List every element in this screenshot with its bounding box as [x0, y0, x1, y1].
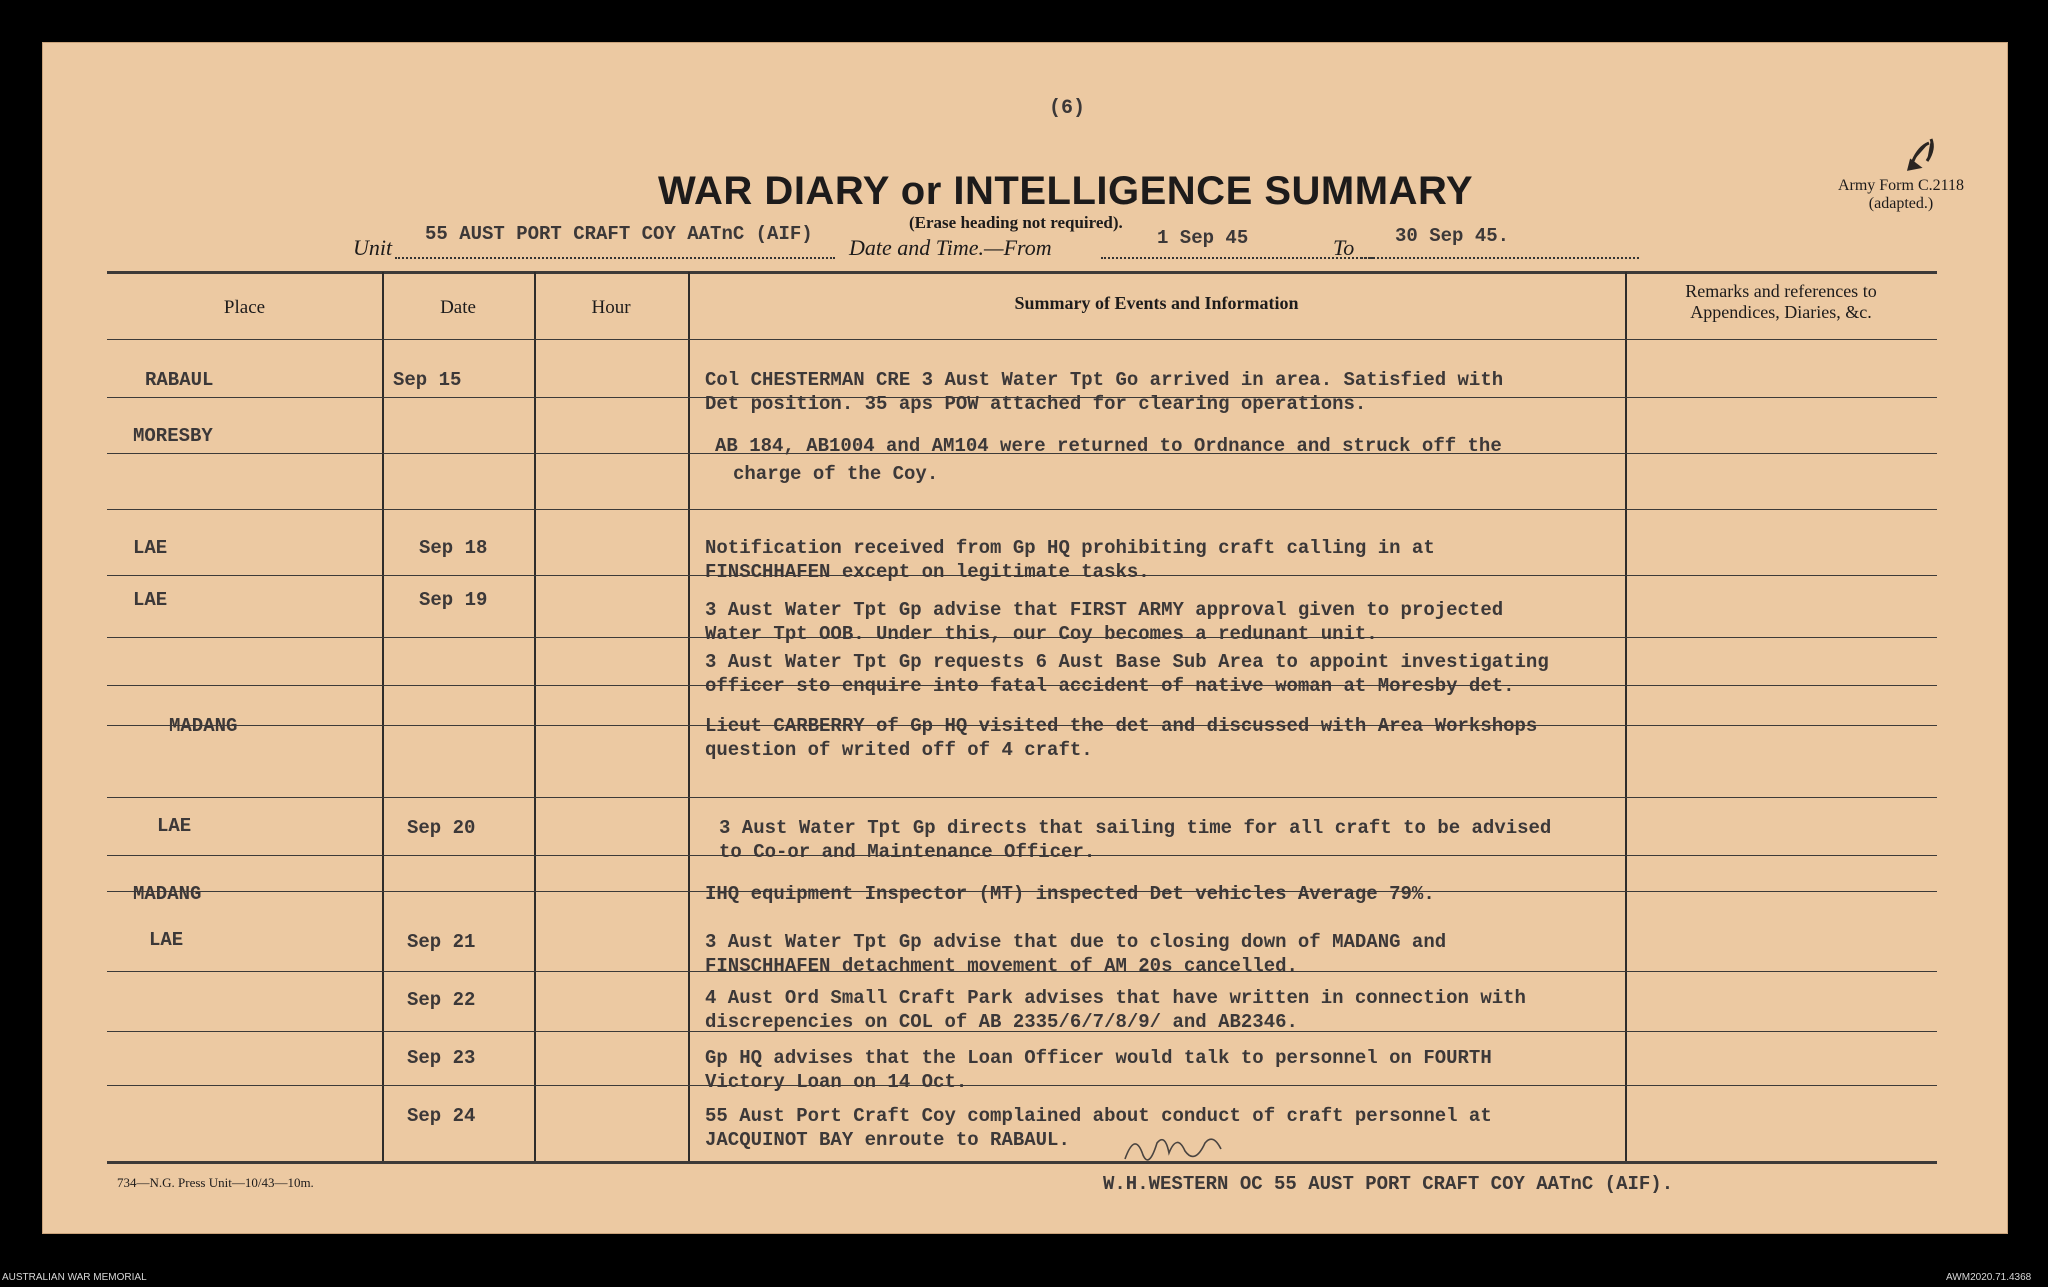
entry-place: LAE [157, 815, 192, 837]
summary-line: Notification received from Gp HQ prohibiting craft calling in at [705, 537, 1435, 559]
divider-date-hour [534, 272, 536, 1161]
column-header-remarks [1625, 281, 1937, 323]
table-bottom-border [107, 1161, 1937, 1164]
summary-line: officer sto enquire into fatal accident of native woman at Moresby det. [705, 675, 1515, 697]
entry-date: Sep 22 [407, 989, 476, 1011]
signature-line: W.H.WESTERN OC 55 AUST PORT CRAFT COY AATnC (AIF). [1103, 1173, 1674, 1195]
row-rule [107, 509, 1937, 510]
entry-date: Sep 24 [407, 1105, 476, 1127]
entry-place: MORESBY [133, 425, 213, 447]
army-form-line1: Army Form C.2118 [1837, 177, 1965, 194]
entry-place: RABAUL [145, 369, 214, 391]
page-title: WAR DIARY or INTELLIGENCE SUMMARY [658, 169, 1474, 213]
remarks-header-line2: Appendices, Diaries, &c. [1690, 302, 1872, 322]
divider-summary-remarks [1625, 272, 1627, 1161]
summary-line: Det position. 35 aps POW attached for clearing operations. [705, 393, 1367, 415]
page-number: (6) [1049, 97, 1086, 120]
summary-line: Victory Loan on 14 Oct. [705, 1071, 968, 1093]
summary-line: 3 Aust Water Tpt Gp advise that FIRST ARMY approval given to projected [705, 599, 1504, 621]
summary-line: 3 Aust Water Tpt Gp directs that sailing time for all craft to be advised [719, 817, 1552, 839]
summary-line: FINSCHHAFEN detachment movement of AM 20s cancelled. [705, 955, 1298, 977]
handwritten-initials [1121, 1129, 1231, 1169]
column-header-place: Place [223, 297, 266, 318]
archive-label-left: AUSTRALIAN WAR MEMORIAL [2, 1272, 147, 1283]
summary-line: 4 Aust Ord Small Craft Park advises that have written in connection with [705, 987, 1526, 1009]
summary-line: Water Tpt OOB. Under this, our Coy becomes a redunant unit. [705, 623, 1378, 645]
entry-place: LAE [149, 929, 184, 951]
summary-line: discrepencies on COL of AB 2335/6/7/8/9/ and AB2346. [705, 1011, 1298, 1033]
summary-line: 3 Aust Water Tpt Gp requests 6 Aust Base Sub Area to appoint investigating [705, 651, 1549, 673]
summary-line: Col CHESTERMAN CRE 3 Aust Water Tpt Go arrived in area. Satisfied with [705, 369, 1504, 391]
column-header-date: Date [440, 297, 476, 318]
entry-place: LAE [133, 589, 168, 611]
row-rule [107, 1085, 1937, 1086]
diary-sheet [42, 42, 2008, 1234]
from-value: 1 Sep 45 [1157, 227, 1249, 249]
hole-punch-mark [1873, 131, 1953, 191]
summary-line: JACQUINOT BAY enroute to RABAUL. [705, 1129, 1070, 1151]
header-row-rule [107, 339, 1937, 340]
unit-dotted-line [395, 257, 835, 259]
entry-date: Sep 21 [407, 931, 476, 953]
summary-line: Gp HQ advises that the Loan Officer would talk to personnel on FOURTH [705, 1047, 1492, 1069]
column-header-hour: Hour [591, 297, 631, 318]
summary-line: 3 Aust Water Tpt Gp advise that due to closing down of MADANG and [705, 931, 1447, 953]
to-dotted-line [1361, 257, 1639, 259]
entry-place: MADANG [169, 715, 238, 737]
summary-line: Lieut CARBERRY of Gp HQ visited the det and discussed with Area Workshops [705, 715, 1538, 737]
entry-date: Sep 23 [407, 1047, 476, 1069]
unit-label: Unit [353, 235, 393, 260]
unit-value: 55 AUST PORT CRAFT COY AATnC (AIF) [425, 223, 813, 245]
entry-place: MADANG [133, 883, 202, 905]
to-value: 30 Sep 45. [1395, 225, 1510, 247]
army-form-line2: (adapted.) [1868, 195, 1934, 212]
archive-label-right: AWM2020.71.4368 [1946, 1272, 2032, 1283]
divider-hour-summary [688, 272, 690, 1161]
entry-date: Sep 15 [393, 369, 462, 391]
entry-date: Sep 20 [407, 817, 476, 839]
entry-place: LAE [133, 537, 168, 559]
summary-line: question of writed off of 4 craft. [705, 739, 1093, 761]
summary-line: FINSCHHAFEN except on legitimate tasks. [705, 561, 1150, 583]
erase-note: (Erase heading not required). [909, 213, 1123, 232]
press-imprint: 734—N.G. Press Unit—10/43—10m. [117, 1175, 314, 1190]
summary-line: AB 184, AB1004 and AM104 were returned to Ordnance and struck off the [715, 435, 1502, 457]
summary-line: charge of the Coy. [733, 463, 939, 485]
entry-date: Sep 19 [419, 589, 488, 611]
column-header-summary: Summary of Events and Information [1014, 293, 1299, 313]
summary-line: to Co-or and Maintenance Officer. [719, 841, 1096, 863]
summary-line: 55 Aust Port Craft Coy complained about conduct of craft personnel at [705, 1105, 1492, 1127]
date-time-label: Date and Time.—From [849, 235, 1052, 260]
divider-place-date [382, 272, 384, 1161]
to-label: To [1333, 235, 1355, 260]
entry-date: Sep 18 [419, 537, 488, 559]
summary-line: IHQ equipment Inspector (MT) inspected Det vehicles Average 79%. [705, 883, 1435, 905]
row-rule [107, 797, 1937, 798]
remarks-header-line1: Remarks and references to [1685, 281, 1877, 301]
